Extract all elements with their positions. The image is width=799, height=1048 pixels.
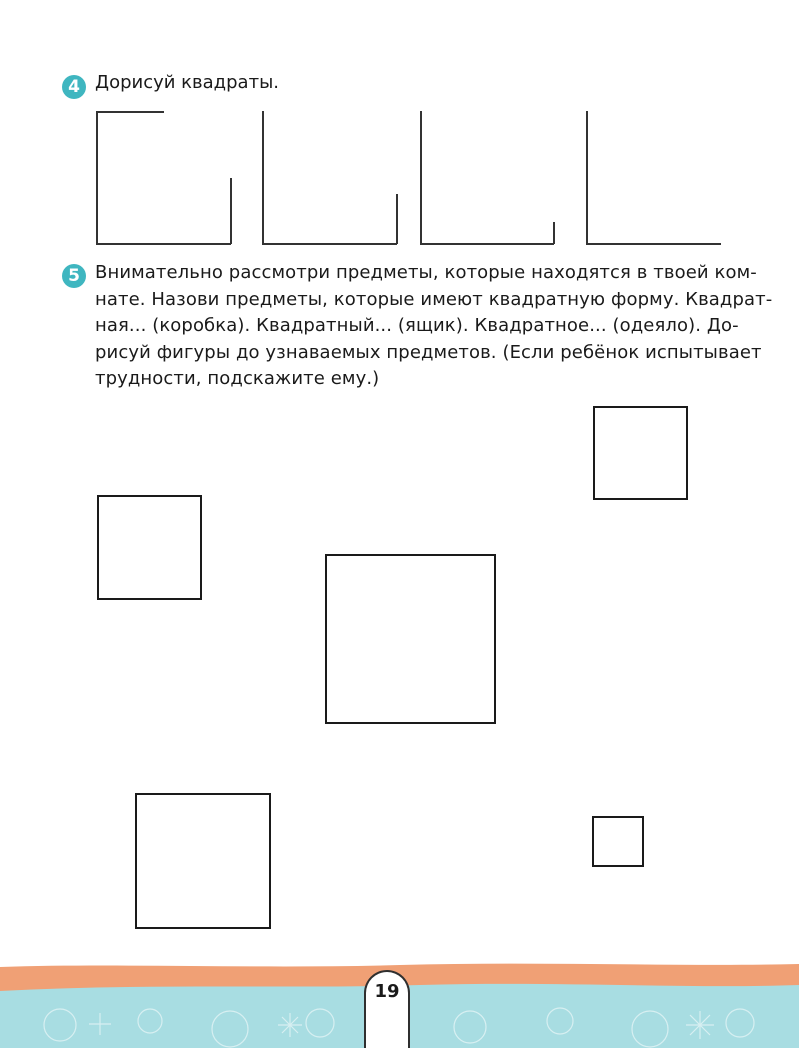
square-4-left-edge: [586, 111, 588, 244]
task-4-title: Дорисуй квадраты.: [95, 72, 279, 93]
square-3-left-edge: [420, 111, 422, 244]
pattern-star: [686, 1011, 714, 1039]
task-5-line: ная... (коробка). Квадратный... (ящик). Квадратное... (одеяло). До-: [95, 315, 739, 336]
square-1-bottom-edge: [96, 243, 231, 245]
task-5-number: 5: [68, 266, 80, 286]
square-1-left-edge: [96, 111, 98, 244]
square-4-bottom-edge: [586, 243, 721, 245]
page-number: 19: [374, 981, 400, 1002]
drawing-square-tiny-bottom-right[interactable]: [592, 816, 644, 867]
square-2-left-edge: [262, 111, 264, 244]
task-5-line: нате. Назови предметы, которые имеют квадратную форму. Квадрат-: [95, 288, 773, 310]
square-2-right-edge: [396, 194, 398, 244]
task-5-badge: [62, 264, 86, 288]
task-4-badge: [62, 75, 86, 99]
square-1-top-edge: [96, 111, 164, 113]
task-5-line: Внимательно рассмотри предметы, которые находятся в твоей ком-: [95, 262, 757, 283]
drawing-square-small-top-right[interactable]: [593, 406, 688, 500]
drawing-square-large-center[interactable]: [325, 554, 496, 724]
square-3-bottom-edge: [420, 243, 554, 245]
drawing-square-left[interactable]: [97, 495, 202, 600]
square-1-right-edge: [230, 178, 232, 244]
task-4-number: 4: [68, 77, 80, 97]
task-5-line: трудности, подскажите ему.): [95, 368, 380, 389]
drawing-square-bottom-left[interactable]: [135, 793, 271, 929]
square-3-right-edge: [553, 222, 555, 244]
task-5-text: [95, 260, 773, 393]
task-5-line: рисуй фигуры до узнаваемых предметов. (Если ребёнок испытывает: [95, 341, 762, 363]
square-2-bottom-edge: [262, 243, 397, 245]
